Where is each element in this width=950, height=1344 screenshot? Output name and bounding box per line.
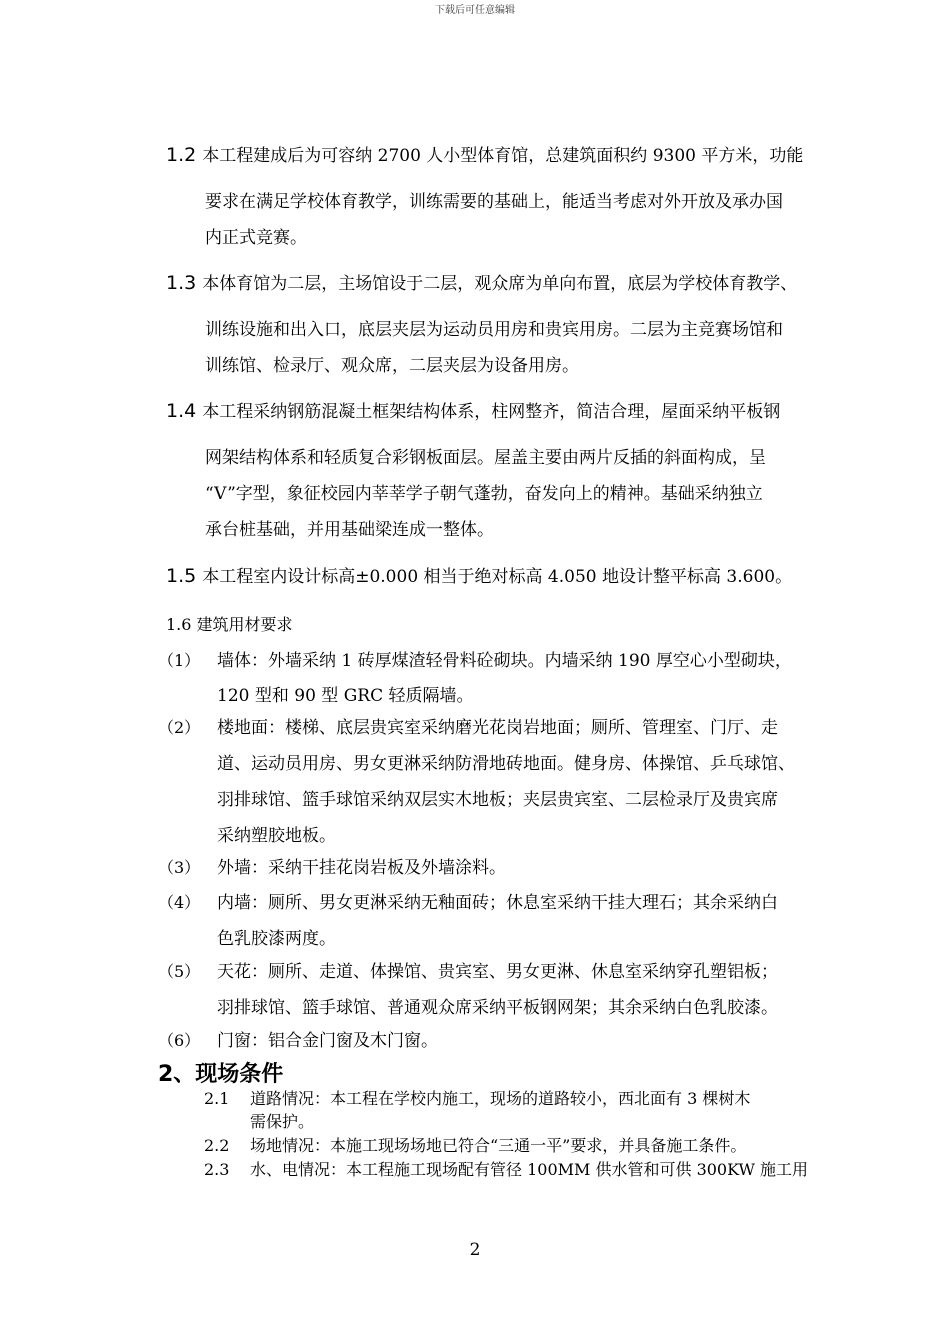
subitem-number: 2.2 (204, 1136, 230, 1155)
section-2-heading: 2、现场条件 (158, 1062, 284, 1087)
text-line: 本工程采纳钢筋混凝土框架结构体系，柱网整齐，简洁合理，屋面采纳平板钢 (202, 402, 781, 422)
text-line: 羽排球馆、篮手球馆采纳双层实木地板；夹层贵宾室、二层检录厅及贵宾席 (217, 790, 778, 810)
section-number: 1.3 (166, 272, 197, 294)
text-line: 内正式竞赛。 (205, 228, 307, 248)
text-line: 水、电情况：本工程施工现场配有管径 100MM 供水管和可供 300KW 施工用 (250, 1160, 809, 1179)
text-line: 采纳塑胶地板。 (217, 826, 336, 846)
text-line: 需保护。 (250, 1112, 315, 1131)
text-line: 天花：厕所、走道、体操馆、贵宾室、男女更淋、休息室采纳穿孔塑铝板； (217, 962, 778, 982)
text-line: 场地情况：本施工现场场地已符合“三通一平”要求，并具备施工条件。 (250, 1136, 747, 1155)
text-line: 内墙：厕所、男女更淋采纳无釉面砖；休息室采纳干挂大理石；其余采纳白 (217, 893, 778, 913)
section-number: 1.2 (166, 144, 197, 166)
text-line: 本工程室内设计标高±0.000 相当于绝对标高 4.050 地设计整平标高 3.600。 (202, 567, 793, 587)
text-line: 羽排球馆、篮手球馆、普通观众席采纳平板钢网架；其余采纳白色乳胶漆。 (217, 998, 778, 1018)
item-label: （1） (158, 651, 201, 670)
section-1-4-first-line (166, 401, 780, 422)
section-1-2-first-line (166, 145, 803, 166)
text-line: 墙体：外墙采纳 1 砖厚煤渣轻骨料砼砌块。内墙采纳 190 厚空心小型砌块， (217, 651, 792, 671)
text-line: 楼地面：楼梯、底层贵宾室采纳磨光花岗岩地面；厕所、管理室、门厅、走 (217, 718, 778, 738)
section-number: 1.5 (166, 565, 197, 587)
header-note: 下载后可任意编辑 (435, 5, 515, 16)
text-line: 本体育馆为二层，主场馆设于二层，观众席为单向布置，底层为学校体育教学、 (202, 274, 798, 294)
item-label: （4） (158, 893, 201, 912)
section-1-5-first-line (166, 566, 792, 587)
text-line: 网架结构体系和轻质复合彩钢板面层。屋盖主要由两片反插的斜面构成，呈 (205, 448, 766, 468)
text-line: 外墙：采纳干挂花岗岩板及外墙涂料。 (217, 858, 506, 878)
section-1-3-first-line (166, 273, 797, 294)
text-line: 训练馆、检录厅、观众席，二层夹层为设备用房。 (205, 356, 579, 376)
section-1-6-title: 1.6 建筑用材要求 (166, 615, 293, 634)
item-label: （5） (158, 962, 201, 981)
item-label: （2） (158, 718, 201, 737)
text-line: 色乳胶漆两度。 (217, 929, 336, 949)
text-line: 门窗：铝合金门窗及木门窗。 (217, 1031, 438, 1051)
page-number: 2 (469, 1240, 481, 1260)
text-line: 承台桩基础，并用基础梁连成一整体。 (205, 520, 494, 540)
text-line: 120 型和 90 型 GRC 轻质隔墙。 (217, 686, 474, 706)
text-line: 要求在满足学校体育教学，训练需要的基础上，能适当考虑对外开放及承办国 (205, 192, 783, 212)
subitem-number: 2.1 (204, 1089, 230, 1108)
text-line: 本工程建成后为可容纳 2700 人小型体育馆，总建筑面积约 9300 平方米，功能 (202, 146, 804, 166)
text-line: 道、运动员用房、男女更淋采纳防滑地砖地面。健身房、体操馆、乒乓球馆、 (217, 754, 795, 774)
text-line: “V”字型，象征校园内莘莘学子朝气蓬勃，奋发向上的精神。基础采纳独立 (205, 484, 763, 504)
text-line: 道路情况：本工程在学校内施工，现场的道路较小，西北面有 3 棵树木 (250, 1089, 751, 1108)
text-line: 训练设施和出入口，底层夹层为运动员用房和贵宾用房。二层为主竞赛场馆和 (205, 320, 783, 340)
section-number: 1.4 (166, 400, 197, 422)
item-label: （3） (158, 858, 201, 877)
item-label: （6） (158, 1031, 201, 1050)
subitem-number: 2.3 (204, 1160, 230, 1179)
